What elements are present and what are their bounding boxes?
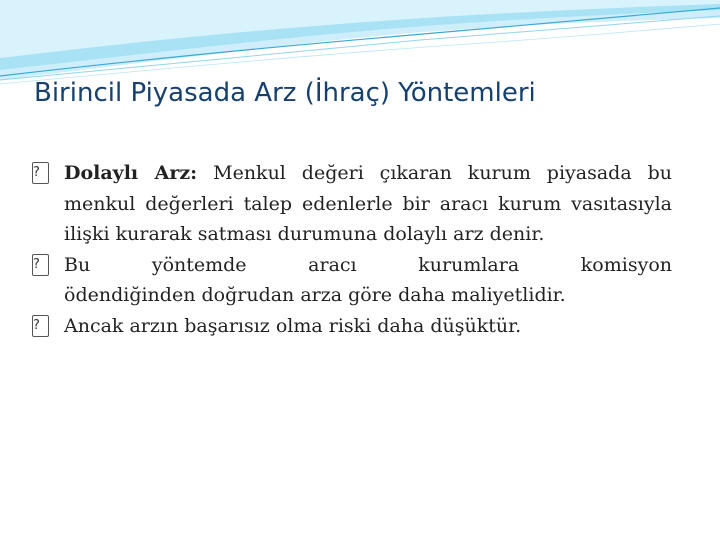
bullet-term: Dolaylı Arz: — [64, 162, 198, 184]
bullet-text-line: ödendiğinden doğrudan arza göre daha maliyetlidir. — [64, 284, 566, 306]
bullet-item — [32, 158, 672, 250]
bullet-text: Menkul değeri çıkaran kurum piyasada bu menkul değerleri talep edenlerle bir aracı kurum vasıtasıyla ilişki kurarak satması durumuna dolaylı arz denir. — [64, 162, 672, 245]
bullet-marker-icon: ? — [32, 254, 49, 276]
bullet-text: Ancak arzın başarısız olma riski daha düşüktür. — [64, 314, 522, 337]
bullet-text-line: Bu yöntemde aracı kurumlara komisyon — [64, 253, 672, 276]
bullet-list — [32, 158, 672, 341]
bullet-marker-icon: ? — [32, 162, 49, 184]
bullet-item — [32, 311, 672, 342]
bullet-item — [32, 250, 672, 311]
header-wave-decoration — [0, 0, 720, 90]
bullet-marker-icon: ? — [32, 315, 49, 337]
slide-title: Birincil Piyasada Arz (İhraç) Yöntemleri — [34, 78, 536, 108]
